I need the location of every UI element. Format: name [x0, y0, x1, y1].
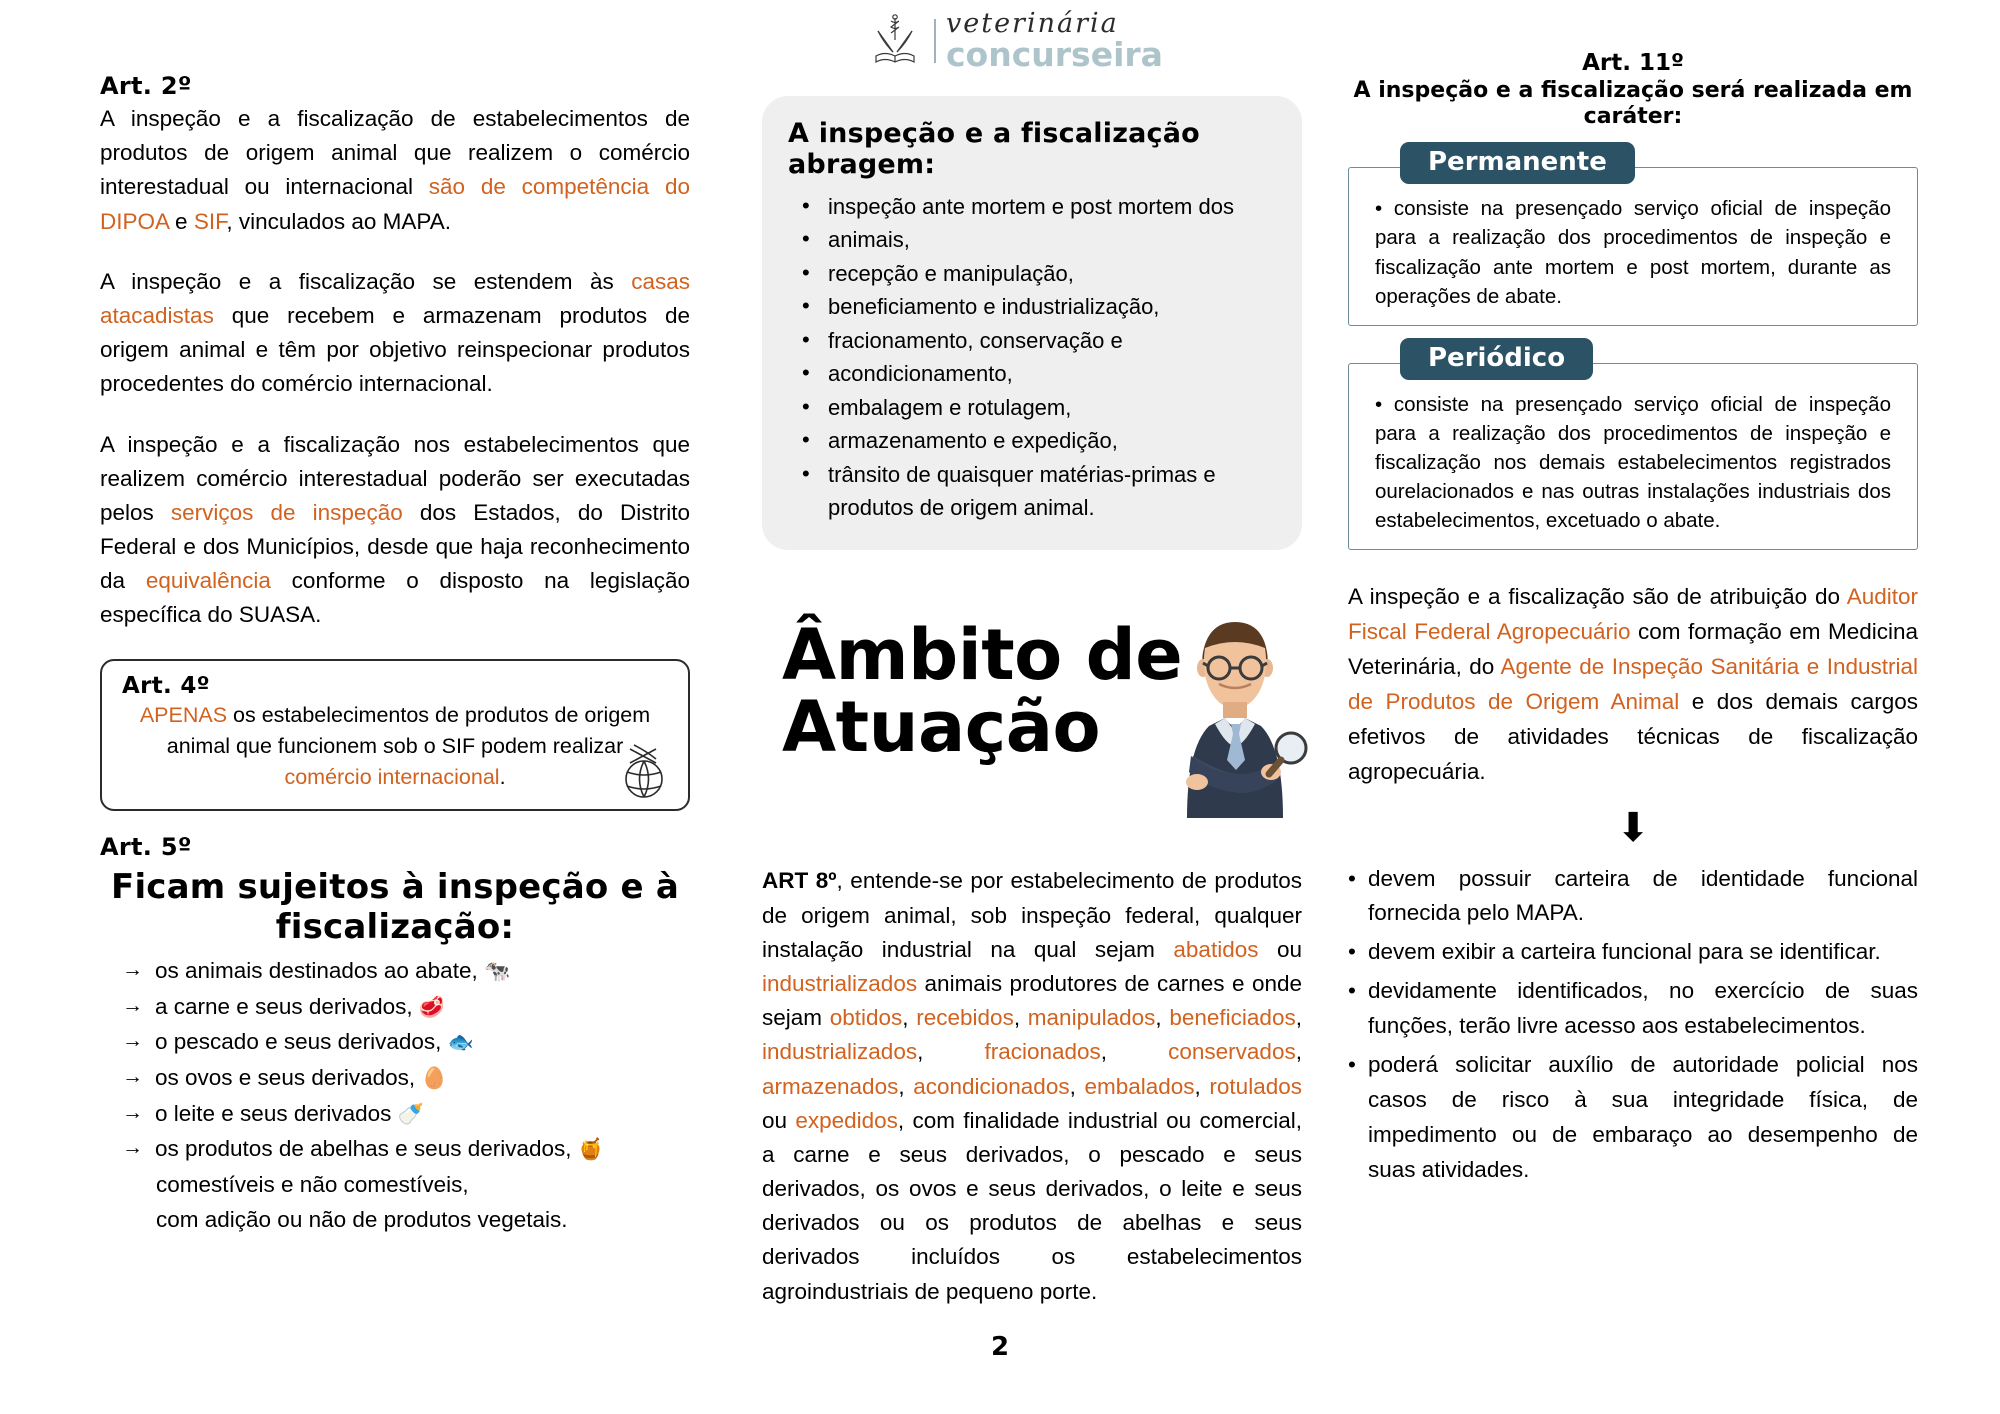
text-run: .	[499, 764, 506, 789]
arrow-right-icon: →	[122, 1136, 143, 1160]
art4-callout-box	[100, 659, 690, 812]
fish-icon: 🐟	[447, 1031, 474, 1055]
text-run: a carne e seus derivados,	[155, 993, 413, 1019]
hero-section	[762, 594, 1302, 864]
egg-icon: 🥚	[421, 1067, 448, 1090]
scope-card-list	[788, 190, 1276, 524]
text-run: , com finalidade industrial ou comercial, a carne e seus derivados, o pescado e seus derivados, os ovos e seus derivados, o leite e seus derivados ou os produtos de abelhas e seus derivados incluídos os estabelecimentos agroindustriais de pequeno porte.	[762, 1107, 1302, 1304]
art2-paragraph-3	[100, 428, 690, 633]
permanente-body	[1348, 167, 1918, 325]
list-item: • devem exibir a carteira funcional para se identificar.	[1348, 935, 1918, 970]
right-column	[1348, 50, 1918, 1191]
logo-bold-word: concurseira	[946, 35, 1163, 74]
text-run: dos Estados, do Distrito Federal e dos Municípios, desde que haja reconhecimento da	[100, 499, 690, 594]
list-item: • poderá solicitar auxílio de autoridade policial nos casos de risco à sua integridade física, de impedimento ou de embaraço ao desempenho de suas atividades.	[1348, 1048, 1918, 1188]
art4-text	[122, 700, 668, 794]
arrow-right-icon: →	[122, 1100, 143, 1124]
text-run: A inspeção e a fiscalização nos estabelecimentos que realizem comércio interestadual poderão ser executadas pelos	[100, 431, 690, 525]
text-run: que recebem e armazenam produtos de origem animal e têm por objetivo reinspecionar produtos procedentes do comércio internacional.	[100, 302, 690, 397]
list-item	[100, 1024, 690, 1060]
highlight-run: Agente de Inspeção Sanitária e Industrial de Produtos de Origem Animal	[1348, 654, 1918, 714]
text-run: os produtos de abelhas e seus derivados,	[155, 1136, 572, 1162]
art8-label: ART 8º	[762, 868, 837, 894]
highlight-run: comércio internacional	[284, 764, 500, 789]
art11-label: Art. 11º	[1582, 50, 1684, 76]
art11-heading	[1348, 50, 1918, 130]
logo-wordmark	[946, 8, 1163, 74]
list-item: • embalagem e rotulagem,	[794, 391, 1276, 424]
text-run: com formação em Medicina Veterinária, do	[1348, 619, 1918, 680]
list-item: • fracionamento, conservação e	[794, 324, 1276, 357]
highlight-run: rotulados	[1209, 1073, 1302, 1099]
highlight-run: manipulados	[1027, 1005, 1156, 1031]
art2-paragraph-1	[100, 102, 690, 239]
scope-card	[762, 96, 1302, 550]
art4-label: Art. 4º	[122, 672, 210, 699]
highlight-run: APENAS	[139, 702, 228, 727]
text-run: conforme o disposto na legislação específica do SUASA.	[100, 568, 690, 628]
arrow-right-icon: →	[122, 1029, 143, 1053]
scope-card-title: A inspeção e a fiscalização abragem:	[788, 118, 1200, 180]
inspector-man-with-magnifier-icon	[1145, 606, 1320, 821]
logo-divider	[934, 19, 936, 63]
highlight-run: obtidos	[829, 1005, 903, 1031]
meat-icon: 🥩	[418, 995, 446, 1019]
art5-tail-line-2: com adição ou não de produtos vegetais.	[156, 1207, 568, 1233]
list-item-label	[155, 989, 690, 1025]
list-item: • devem possuir carteira de identidade funcional fornecida pelo MAPA.	[1348, 862, 1918, 932]
text-run: ,	[902, 1005, 917, 1031]
page-title-line-1: Âmbito de	[782, 614, 1183, 697]
highlight-run: serviços de inspeção	[170, 499, 403, 525]
list-item: • inspeção ante mortem e post mortem dos	[794, 190, 1276, 223]
logo-script-word: veterinária	[946, 8, 1119, 39]
text-run: A inspeção e a fiscalização se estendem às	[100, 268, 632, 294]
list-item-label	[155, 1096, 690, 1132]
text-run: , entende-se por estabelecimento de produtos de origem animal, sob inspeção federal, qualquer instalação industrial na qual sejam	[762, 868, 1302, 962]
permanente-text: • consiste na presençado serviço oficial de inspeção para a realização dos procedimentos de inspeção e fiscalização ante mortem e post mortem, durante as operações de abate.	[1375, 197, 1891, 308]
text-run: A inspeção e a fiscalização de estabelecimentos de produtos de origem animal que realizem o comércio interestadual ou internacional	[100, 106, 690, 200]
left-column	[100, 72, 690, 1238]
text-run: o pescado e seus derivados,	[155, 1029, 442, 1055]
milk-bottle-icon: 🍼	[397, 1102, 424, 1126]
art2-paragraph-2	[100, 265, 690, 402]
highlight-run: abatidos	[1173, 936, 1259, 962]
list-item	[100, 989, 690, 1025]
art5-title: Ficam sujeitos à inspeção e à fiscalização:	[111, 867, 679, 948]
text-run: ,	[1295, 1005, 1302, 1031]
list-item: • devidamente identificados, no exercício de suas funções, terão livre acesso aos estabelecimentos.	[1348, 974, 1918, 1044]
list-item	[100, 1060, 690, 1096]
arrow-right-icon: →	[122, 993, 143, 1017]
highlight-run: conservados	[1168, 1039, 1296, 1065]
art11-subtitle: A inspeção e a fiscalização será realizada em caráter:	[1353, 77, 1913, 129]
list-item: • acondicionamento,	[794, 357, 1276, 390]
page-number: 2	[990, 1332, 1010, 1362]
brand-logo	[866, 8, 1163, 74]
text-run: os ovos e seus derivados,	[155, 1065, 416, 1090]
text-run: ,	[1155, 1005, 1170, 1031]
highlight-run: expedidos	[795, 1107, 898, 1133]
text-run: ,	[1013, 1005, 1028, 1031]
text-run: o leite e seus derivados	[155, 1100, 392, 1126]
periodico-block	[1348, 338, 1918, 551]
text-run: e	[168, 208, 194, 234]
list-item-label	[155, 1060, 690, 1096]
highlight-run: armazenados	[762, 1073, 899, 1099]
highlight-run: equivalência	[145, 568, 271, 594]
highlight-run: beneficiados	[1169, 1005, 1296, 1031]
list-item: • armazenamento e expedição,	[794, 424, 1276, 457]
text-run: ,	[1069, 1073, 1085, 1099]
text-run: animais produtores de carnes e onde sejam	[762, 970, 1302, 1031]
list-item-label	[155, 1024, 690, 1060]
text-run: A inspeção e a fiscalização são de atribuição do	[1348, 584, 1847, 610]
art5-label: Art. 5º	[100, 833, 192, 862]
page-title-line-2: Atuação	[782, 685, 1101, 768]
text-run: , vinculados ao MAPA.	[226, 208, 452, 234]
text-run: ou	[1258, 936, 1303, 962]
highlight-run: são de competência do DIPOA	[100, 174, 690, 234]
art5-tail-line-1: comestíveis e não comestíveis,	[156, 1171, 469, 1197]
text-run: ,	[1295, 1039, 1302, 1065]
attribution-paragraph	[1348, 580, 1918, 789]
cow-icon: 🐄	[483, 960, 511, 984]
text-run: e dos demais cargos efetivos de atividades técnicas de fiscalização agropecuária.	[1348, 688, 1918, 784]
arrow-down-icon: ⬇	[1616, 805, 1650, 850]
arrow-right-icon: →	[122, 1065, 143, 1088]
art8-paragraph	[762, 864, 1302, 1308]
text-run: os animais destinados ao abate,	[155, 958, 478, 984]
list-item	[100, 1096, 690, 1132]
art5-list	[100, 953, 690, 1166]
list-item: • beneficiamento e industrialização,	[794, 290, 1276, 323]
arrow-right-icon: →	[122, 958, 143, 982]
text-run: ,	[898, 1073, 914, 1099]
highlight-run: industrializados	[762, 970, 918, 996]
art5-section	[100, 833, 690, 1238]
text-run: ,	[917, 1039, 985, 1065]
highlight-run: SIF	[193, 208, 227, 234]
highlight-run: Auditor Fiscal Federal Agropecuário	[1348, 584, 1918, 645]
list-item: • trânsito de quaisquer matérias-primas e produtos de origem animal.	[794, 458, 1276, 525]
center-column	[762, 96, 1302, 1309]
list-item	[100, 953, 690, 989]
caduceus-book-icon	[866, 14, 924, 68]
highlight-run: recebidos	[916, 1005, 1014, 1031]
text-run: os estabelecimentos de produtos de origem animal que funcionem sob o SIF podem realizar	[166, 702, 651, 758]
list-item: • recepção e manipulação,	[794, 257, 1276, 290]
list-item: • animais,	[794, 223, 1276, 256]
art2-label: Art. 2º	[100, 72, 192, 100]
text-run: ,	[1100, 1039, 1169, 1065]
text-run: ou	[762, 1107, 796, 1133]
permanente-block	[1348, 142, 1918, 325]
list-item-label	[155, 1131, 690, 1167]
highlight-run: embalados	[1084, 1073, 1195, 1099]
text-run: ,	[1194, 1073, 1210, 1099]
periodico-tag: Periódico	[1400, 338, 1593, 380]
globe-airplane-icon	[614, 741, 676, 803]
honey-pot-icon: 🍯	[577, 1138, 604, 1162]
highlight-run: industrializados	[762, 1039, 918, 1065]
list-item-label	[155, 953, 690, 989]
duties-list	[1348, 862, 1918, 1188]
highlight-run: casas atacadistas	[100, 268, 690, 328]
list-item	[100, 1131, 690, 1167]
highlight-run: fracionados	[984, 1039, 1101, 1065]
periodico-body	[1348, 363, 1918, 551]
periodico-text: • consiste na presençado serviço oficial de inspeção para a realização dos procedimentos de inspeção e fiscalização nos demais estabelecimentos registrados ourelacionados e nas outras instalações industriais dos estabelecimentos, excetuado o abate.	[1375, 392, 1891, 533]
permanente-tag: Permanente	[1400, 142, 1635, 184]
highlight-run: acondicionados	[913, 1073, 1070, 1099]
